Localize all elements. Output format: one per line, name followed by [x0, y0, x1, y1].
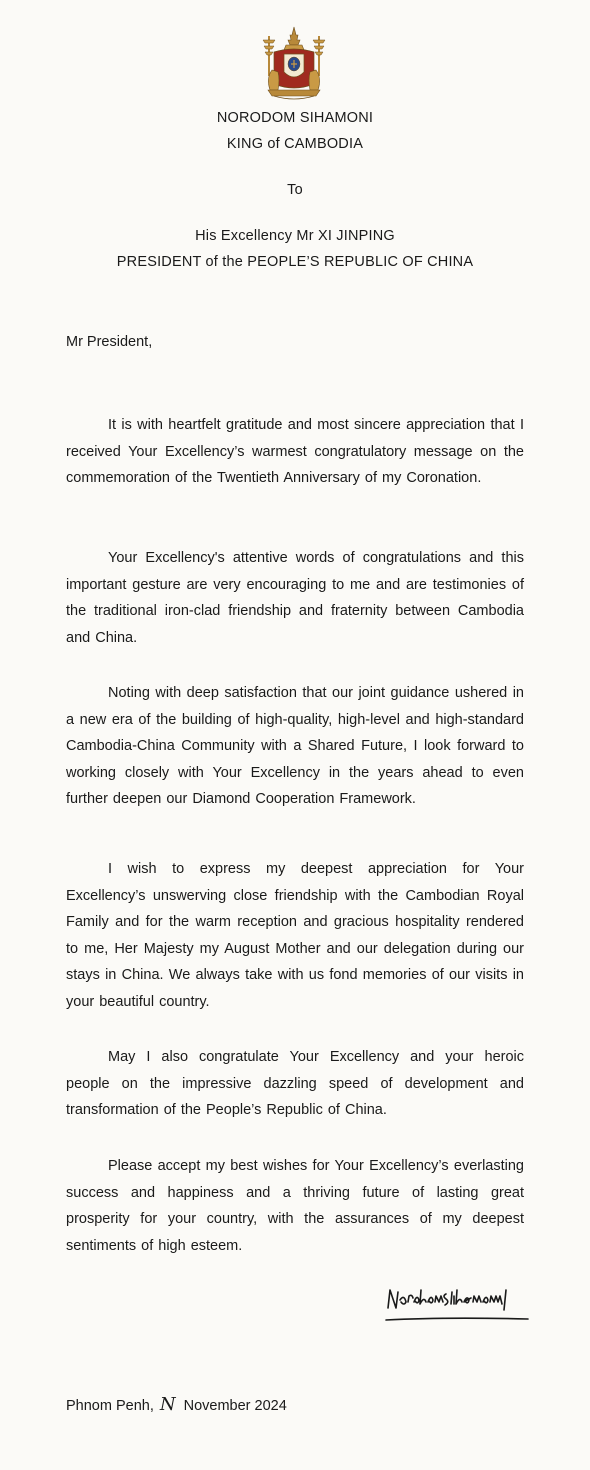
- sender-title: KING of CAMBODIA: [226, 136, 364, 152]
- handwritten-day: N: [159, 1394, 176, 1415]
- letter-paragraph: Noting with deep satisfaction that our joint guidance ushered in a new era of the building of high-quality, high-level and high-standard Cambodia-China Community with a Shared Future, I look forward to working closely with Your Excellency in the years ahead to even further deepen our Diamond Cooperation Framework.: [66, 685, 524, 807]
- letter-paragraph: I wish to express my deepest appreciation for Your Excellency’s unswerving close friendship with the Cambodian Royal Family and for the warm reception and gracious hospitality rendered to me, Her Majesty my August Mother and our delegation during our stays in China. We always take with us fond memories of our visits in your beautiful country.: [66, 861, 524, 1010]
- month-year: November 2024: [183, 1398, 287, 1414]
- royal-arms-of-cambodia-icon: [260, 26, 328, 102]
- place-and-date: [66, 1394, 287, 1415]
- letter-paragraph: Please accept my best wishes for Your Excellency’s everlasting success and happiness and a thriving future of lasting great prosperity for your country, with the assurances of my deepest sentiments of high esteem.: [66, 1158, 524, 1254]
- salutation: Mr President,: [66, 334, 153, 350]
- recipient-name: His Excellency Mr XI JINPING: [195, 228, 395, 244]
- letter-paragraph: May I also congratulate Your Excellency and your heroic people on the impressive dazzling speed of development and transformation of the People’s Republic of China.: [66, 1049, 524, 1118]
- recipient-title: PRESIDENT of the PEOPLE’S REPUBLIC OF CHINA: [116, 254, 474, 270]
- letter-paragraph: It is with heartfelt gratitude and most sincere appreciation that I received Your Excellency’s warmest congratulatory message on the commemoration of the Twentieth Anniversary of my Coronation.: [66, 417, 524, 486]
- to-label: To: [287, 182, 303, 198]
- place: Phnom Penh,: [66, 1398, 154, 1414]
- sender-name: NORODOM SIHAMONI: [216, 110, 374, 126]
- signature: [384, 1286, 532, 1330]
- letter-paragraph: Your Excellency's attentive words of congratulations and this important gesture are very encouraging to me and are testimonies of the traditional iron-clad friendship and fraternity between Cambodia and China.: [66, 550, 524, 646]
